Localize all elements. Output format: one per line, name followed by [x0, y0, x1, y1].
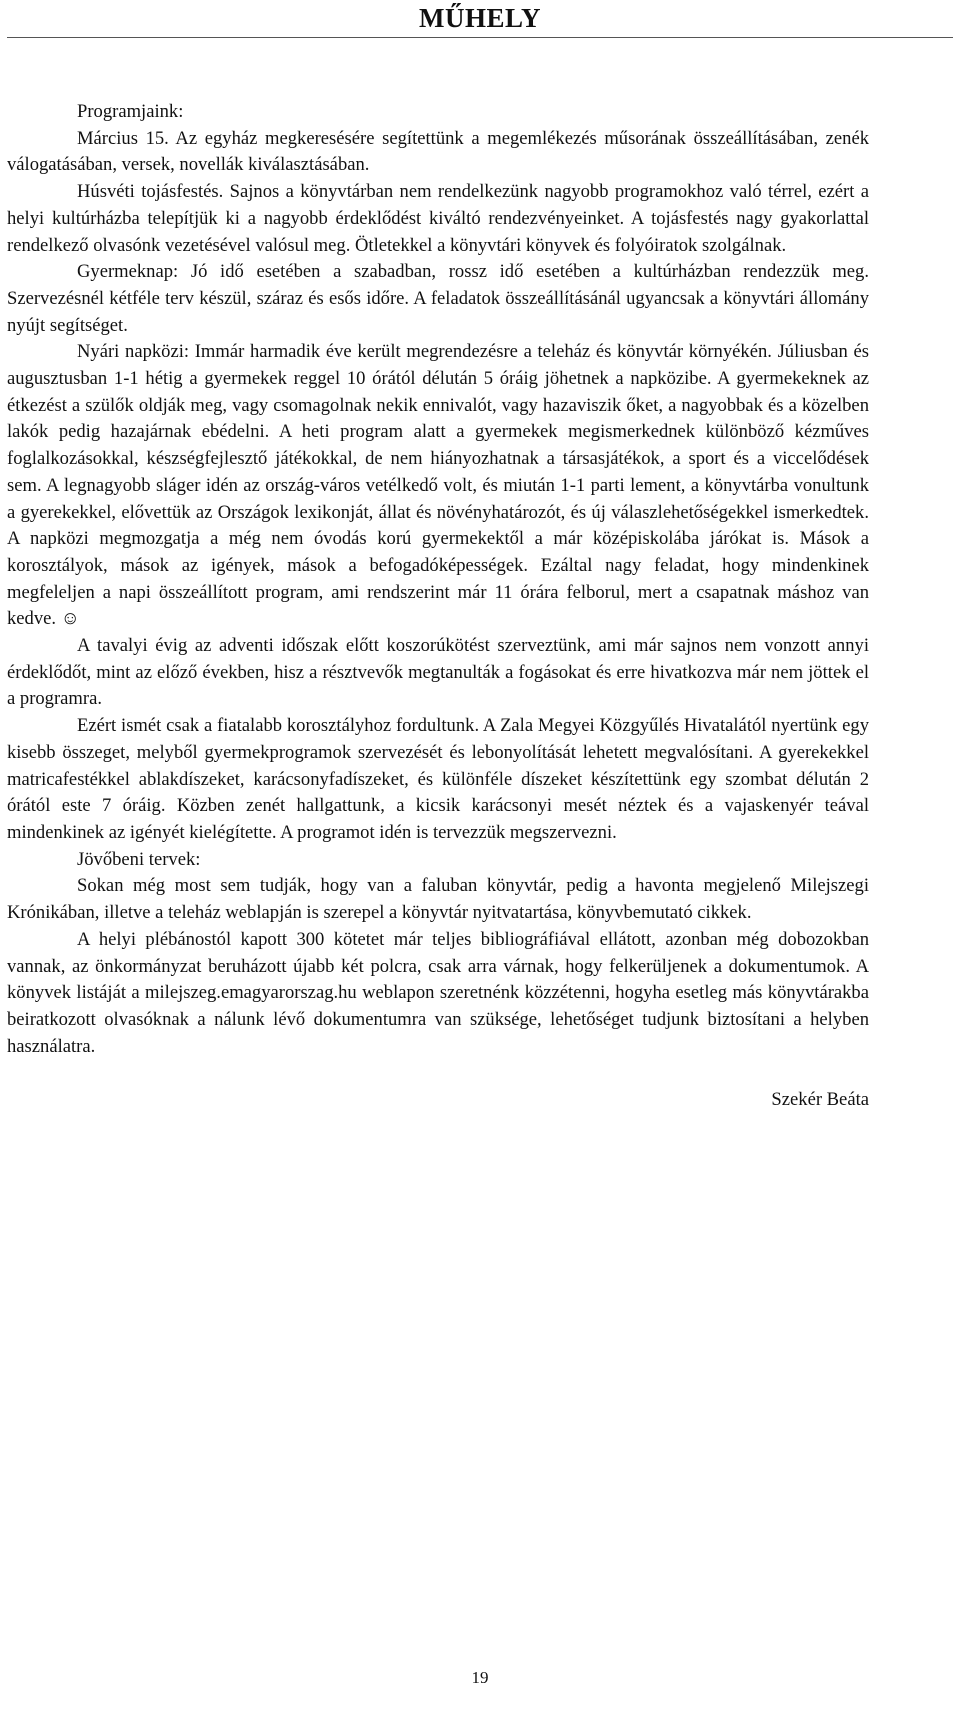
author-signature: Szekér Beáta [771, 1089, 869, 1111]
page-number: 19 [471, 1668, 489, 1687]
paragraph-younger-age-group: Ezért ismét csak a fiatalabb korosztályhoz fordultunk. A Zala Megyei Közgyűlés Hivatalától nyertünk egy kisebb összeget, melyből gyermekprogramok szervezését és lebonyolítását lehetett megvalósítani. A gyerekekkel matricafestékkel ablakdíszeket, karácsonyfadíszeket, és különféle díszeket készítettünk egy szombat délután 2 órától este 7 óráig. Közben zenét hallgattunk, a kicsik karácsonyi mesét néztek és a vajaskenyér teával mindenkinek az igényét kielégítette. A programot idén is tervezzük megszervezni. [7, 715, 869, 843]
paragraph-summer-daycamp: Nyári napközi: Immár harmadik éve került megrendezésre a teleház és könyvtár környékén. Júliusban és augusztusban 1-1 hétig a gyermekek reggel 10 órától délután 5 óráig jöhetnek a napközibe. A gyermekeknek az étkezést a szülők oldják meg, vagy csomagolnak nekik ennivalót, vagy hazaviszik őket, a nagyobbak és a közelben lakók pedig hazajárnak ebédelni. A heti program alatt a gyermekek megismerkednek különböző kézműves foglalkozásokkal, készségfejlesztő játékokkal, de nem hiányozhatnak a társasjátékok, a sport és a viccelődések sem. A legnagyobb sláger idén az ország-város vetélkedő volt, és miután 1-1 parti lement, a könyvtárba vonultunk a gyerekekkel, elővettük az Országok lexikonját, állat és növényhatározót, és új válaszlehetőségekkel ismerkedtek. A napközi megmozgatja a még nem óvodás korú gyermekektől a már középiskolába járókat is. Mások a korosztályok, mások az igények, mások a befogadóképességek. Ezáltal nagy feladat, hogy mindenkinek megfeleljen a napi összeállított program, ami rendszerint már 11 órára felborul, mert a csapatnak máshoz van kedve. ☺ [7, 341, 869, 630]
paragraph-march-15: Március 15. Az egyház megkeresésére segítettünk a megemlékezés műsorának összeállításában, zenék válogatásában, versek, novellák kiválasztásában. [7, 127, 869, 176]
paragraph-donated-books: A helyi plébánostól kapott 300 kötetet már teljes bibliográfiával ellátott, azonban még dobozokban vannak, az önkormányzat beruházott újabb két polcra, csak arra várnak, hogy felkerüljenek a dokumentumok. A könyvek listáját a milejszeg.emagyarorszag.hu weblapon szeretnénk közzétenni, hogyha esetleg más könyvtárakba beiratkozott olvasóknak a nálunk lévő dokumentumra van szüksége, lehetőséget tudjunk biztosítani a helyben használatra. [7, 928, 869, 1057]
article-body [7, 99, 869, 1114]
paragraph-childrens-day: Gyermeknap: Jó idő esetében a szabadban, rossz idő esetében a kultúrházban rendezzük meg. Szervezésnél kétféle terv készül, száraz és esős időre. A feladatok összeállításánál ugyancsak a könyvtári állomány nyújt segítséget. [7, 261, 869, 336]
paragraph-advent-wreath: A tavalyi évig az adventi időszak előtt koszorúkötést szerveztünk, ami már sajnos nem vonzott annyi érdeklődőt, mint az előző években, hisz a résztvevők megtanulták a fogásokat és erre hivatkozva már nem jöttek el a programra. [7, 635, 869, 710]
page-header [0, 0, 960, 58]
paragraph-future-plans-heading: Jövőbeni tervek: [77, 848, 201, 870]
section-title: MŰHELY [418, 3, 542, 33]
paragraph-library-awareness: Sokan még most sem tudják, hogy van a faluban könyvtár, pedig a havonta megjelenő Milejszegi Krónikában, illetve a teleház weblapján is szerepel a könyvtár nyitvatartása, könyvbemutató cikkek. [7, 875, 869, 924]
paragraph-easter-egg-painting: Húsvéti tojásfestés. Sajnos a könyvtárban nem rendelkezünk nagyobb programokhoz való térrel, ezért a helyi kultúrházba telepítjük ki a nagyobb érdeklődést kiváltó rendezvényeinket. A tojásfestés nagy gyakorlattal rendelkező olvasónk vezetésével valósul meg. Ötletekkel a könyvtári könyvek és folyóiratok szolgálnak. [7, 181, 869, 256]
paragraph-programs-heading: Programjaink: [77, 101, 184, 122]
header-divider [7, 37, 953, 38]
